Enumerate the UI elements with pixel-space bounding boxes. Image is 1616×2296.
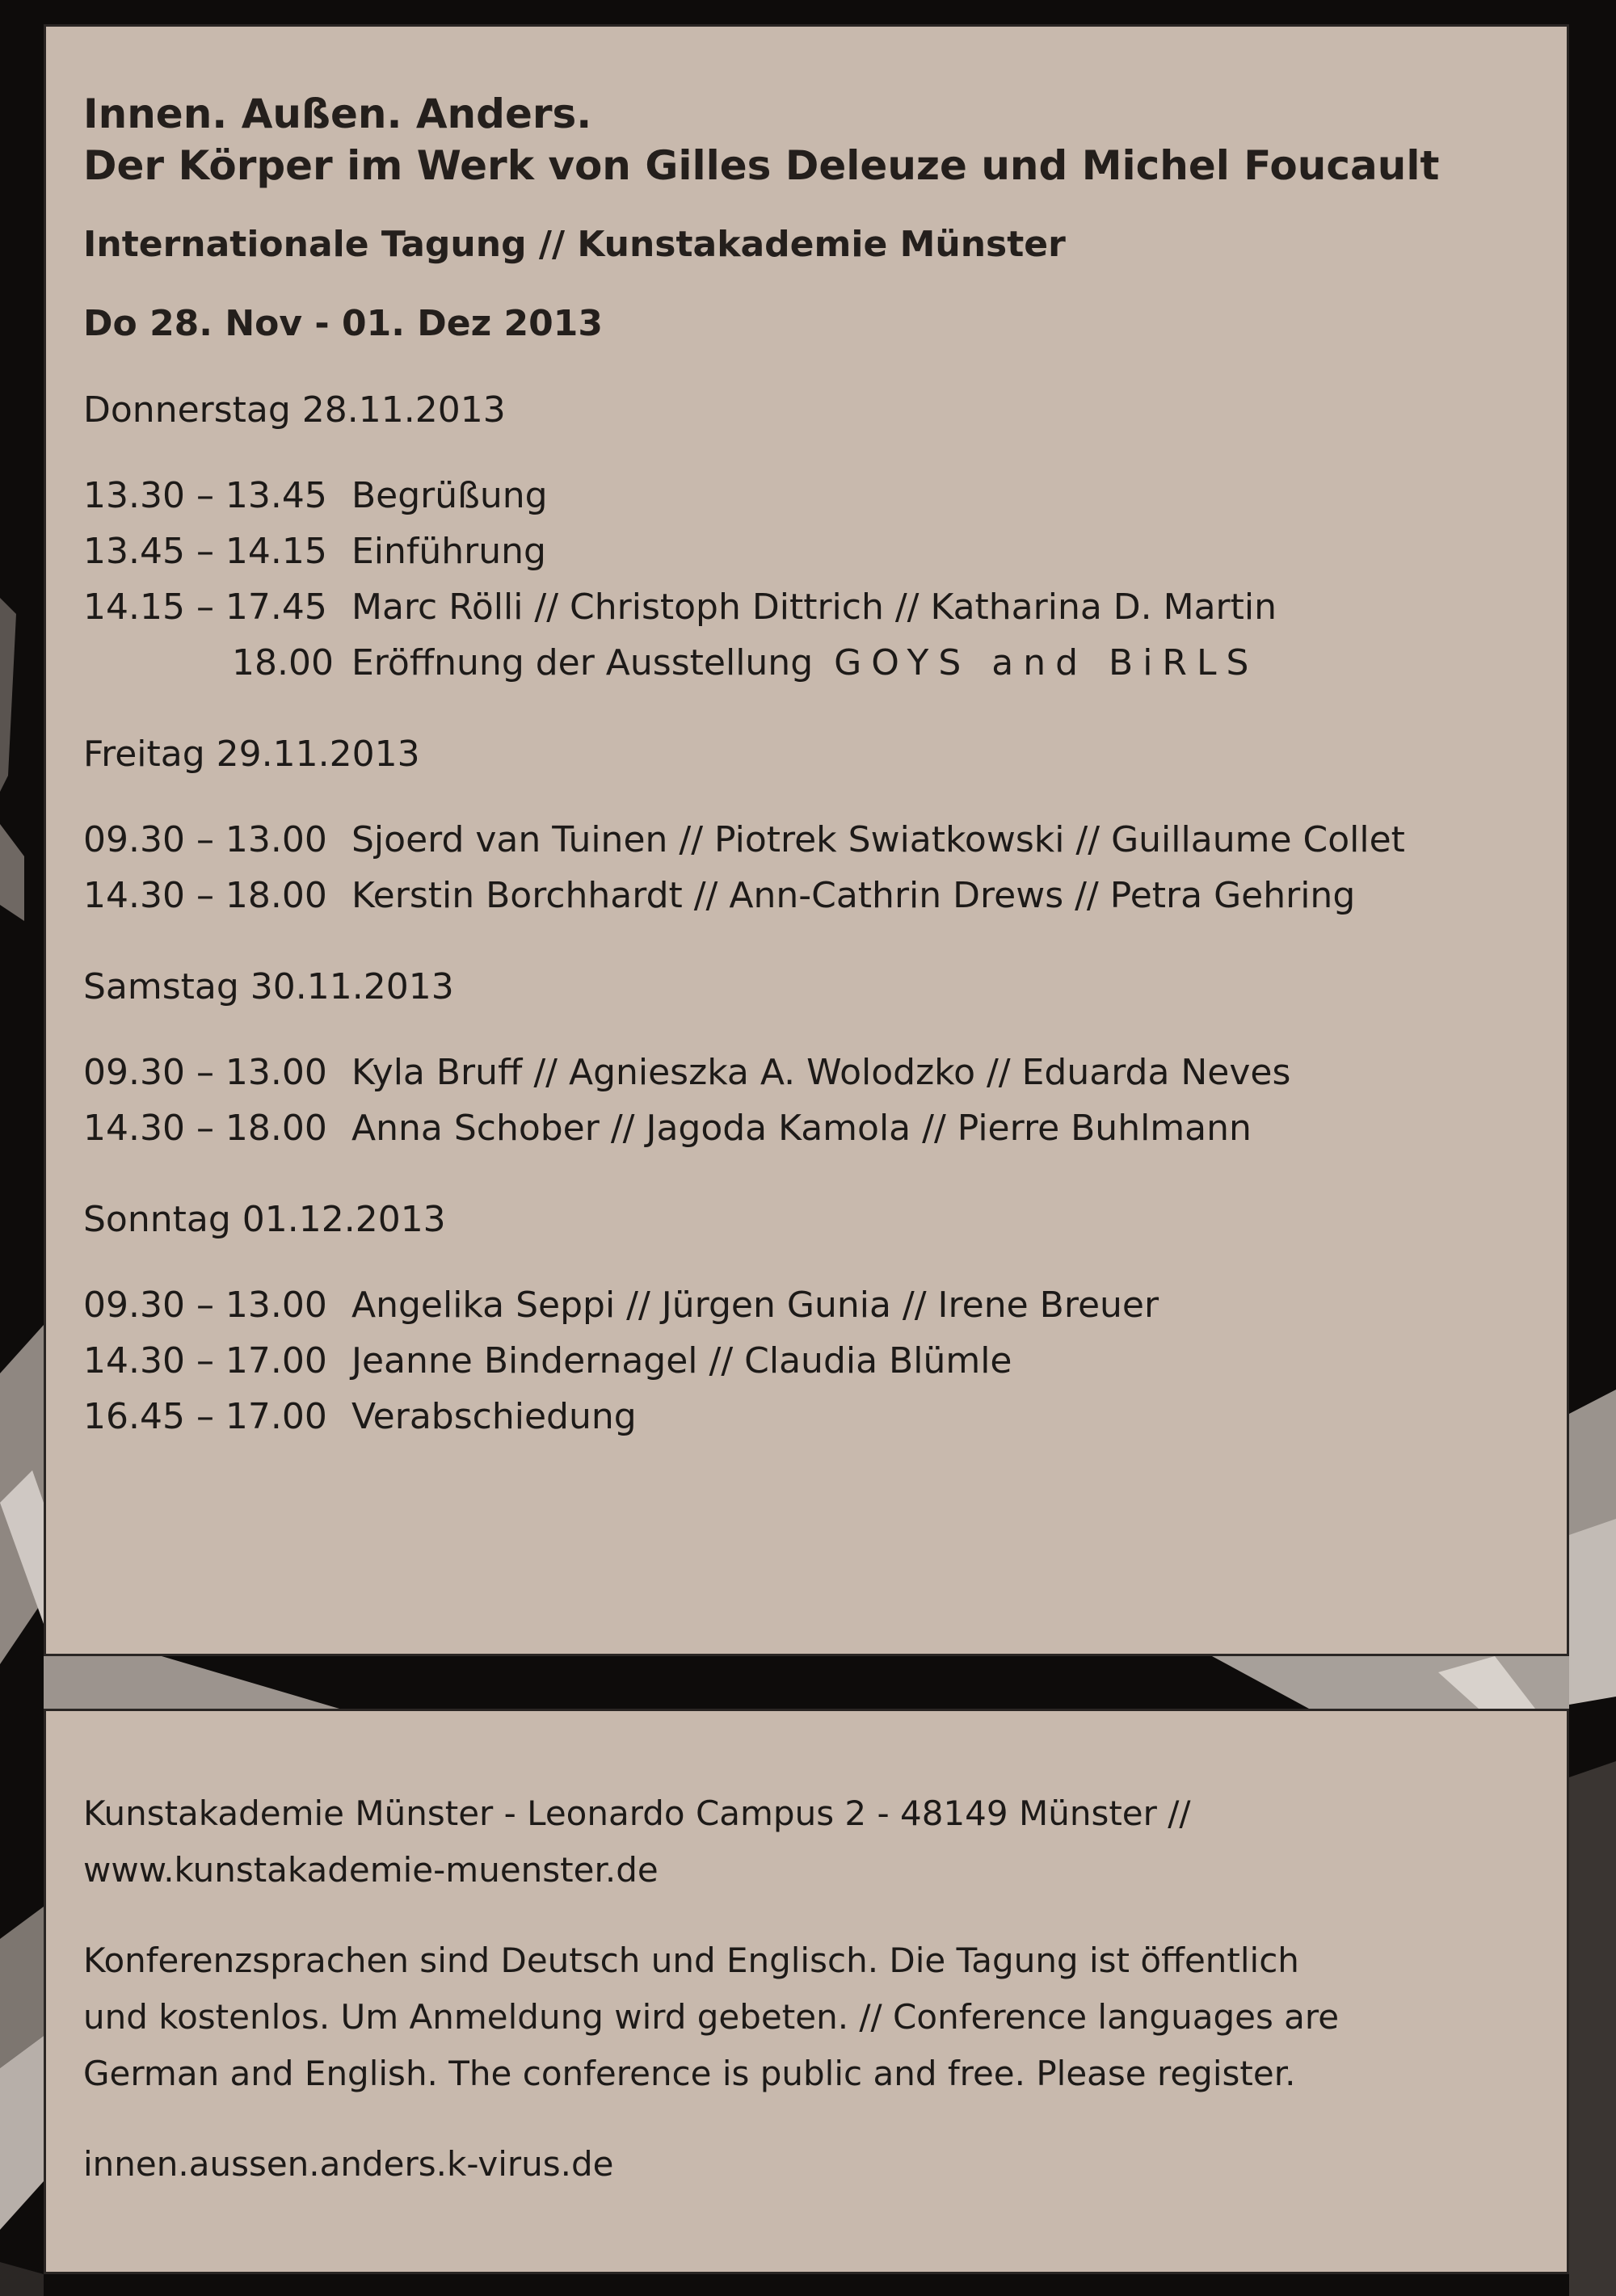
registration-note <box>83 1932 1567 2102</box>
academy-website-link[interactable]: www.kunstakademie-muenster.de <box>83 1850 659 1890</box>
schedule-row <box>83 1389 1567 1444</box>
schedule-row <box>83 812 1567 868</box>
schedule-row <box>83 1100 1567 1156</box>
conference-website-link[interactable]: innen.aussen.anders.k-virus.de <box>83 2144 614 2184</box>
day-thursday <box>83 387 1567 691</box>
session-time: 09.30 – 13.00 <box>83 819 327 860</box>
session-title: Angelika Seppi // Jürgen Gunia // Irene Breuer <box>351 1285 1159 1326</box>
schedule-row <box>83 635 1567 691</box>
session-title: Jeanne Bindernagel // Claudia Blümle <box>351 1340 1012 1381</box>
schedule-row <box>83 524 1567 579</box>
session-title: Eröffnung der Ausstellung <box>351 642 814 683</box>
day-heading: Freitag 29.11.2013 <box>83 734 420 775</box>
schedule-row <box>83 468 1567 524</box>
info-panel <box>44 1709 1569 2274</box>
session-title: Einführung <box>351 531 546 572</box>
title-line-2: Der Körper im Werk von Gilles Deleuze und Michel Foucault <box>83 142 1440 189</box>
session-time: 14.30 – 18.00 <box>83 875 327 916</box>
session-time: 14.15 – 17.45 <box>83 587 327 628</box>
day-heading: Donnerstag 28.11.2013 <box>83 389 506 431</box>
day-friday <box>83 731 1567 923</box>
session-title: Verabschiedung <box>351 1396 637 1437</box>
schedule-row <box>83 1045 1567 1100</box>
day-heading: Samstag 30.11.2013 <box>83 966 454 1007</box>
schedule-row <box>83 1277 1567 1333</box>
session-time: 14.30 – 17.00 <box>83 1340 327 1381</box>
day-sunday <box>83 1196 1567 1444</box>
schedule-row <box>83 868 1567 923</box>
day-saturday <box>83 964 1567 1156</box>
day-heading: Sonntag 01.12.2013 <box>83 1199 446 1240</box>
note-line: und kostenlos. Um Anmeldung wird gebeten. // Conference languages are <box>83 1997 1340 2037</box>
schedule-row <box>83 1333 1567 1389</box>
session-time: 18.00 <box>232 642 334 683</box>
session-title: Begrüßung <box>351 475 548 516</box>
conference-subtitle: Internationale Tagung // Kunstakademie Münster <box>83 224 1066 265</box>
session-time: 13.45 – 14.15 <box>83 531 327 572</box>
exhibition-name: GOYS and BiRLS <box>834 642 1259 683</box>
session-title: Marc Rölli // Christoph Dittrich // Katharina D. Martin <box>351 587 1277 628</box>
session-time: 09.30 – 13.00 <box>83 1285 327 1326</box>
session-time: 14.30 – 18.00 <box>83 1108 327 1149</box>
session-title: Kerstin Borchhardt // Ann-Cathrin Drews // Petra Gehring <box>351 875 1356 916</box>
session-title: Anna Schober // Jagoda Kamola // Pierre Buhlmann <box>351 1108 1252 1149</box>
title-line-1: Innen. Außen. Anders. <box>83 90 592 137</box>
session-time: 09.30 – 13.00 <box>83 1052 327 1093</box>
note-line: Konferenzsprachen sind Deutsch und Englisch. Die Tagung ist öffentlich <box>83 1941 1299 1980</box>
session-title: Sjoerd van Tuinen // Piotrek Swiatkowski // Guillaume Collet <box>351 819 1405 860</box>
session-title: Kyla Bruff // Agnieszka A. Wolodzko // Eduarda Neves <box>351 1052 1291 1093</box>
schedule-row <box>83 579 1567 635</box>
program-panel <box>44 24 1569 1656</box>
note-line: German and English. The conference is public and free. Please register. <box>83 2054 1296 2093</box>
session-time: 16.45 – 17.00 <box>83 1396 327 1437</box>
conference-dates: Do 28. Nov - 01. Dez 2013 <box>83 303 603 344</box>
session-time: 13.30 – 13.45 <box>83 475 327 516</box>
address-line: Kunstakademie Münster - Leonardo Campus 2 - 48149 Münster // <box>83 1793 1191 1833</box>
